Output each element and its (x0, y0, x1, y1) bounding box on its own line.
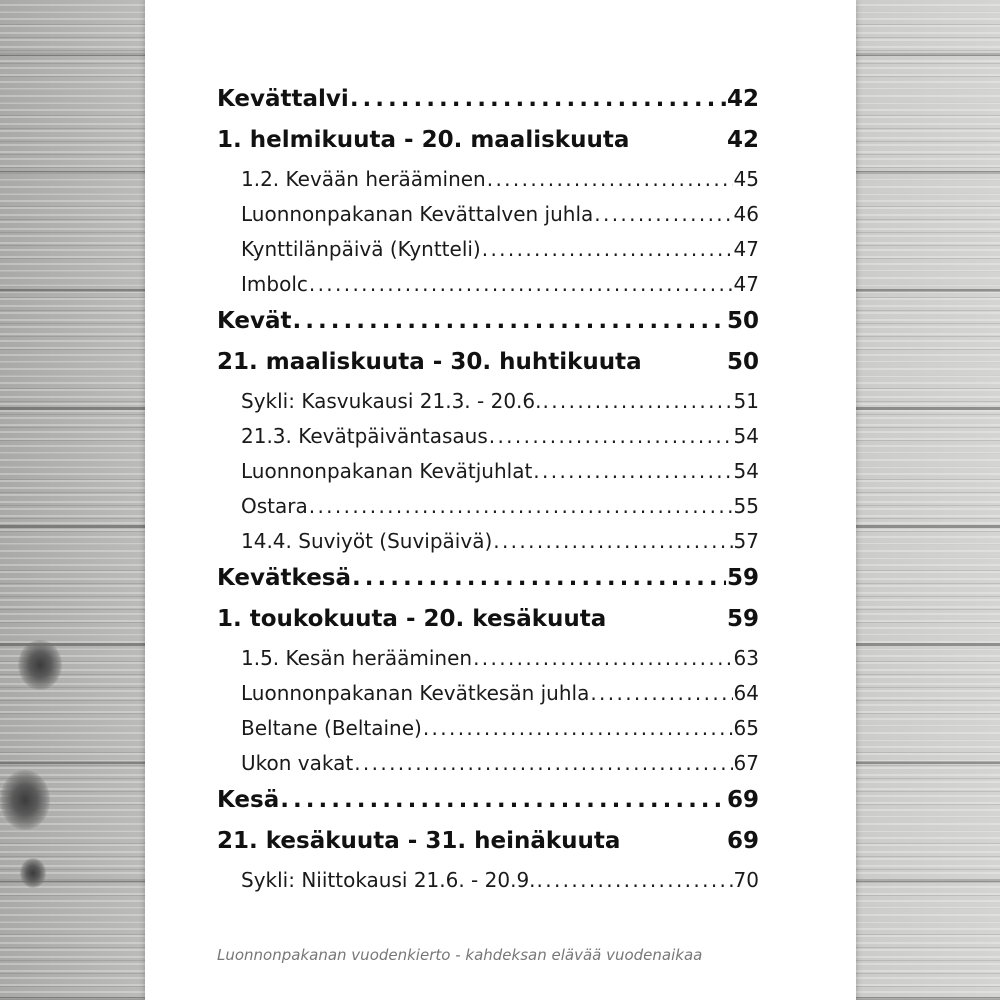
book-page (145, 0, 856, 1000)
dot-leader (542, 384, 732, 419)
toc-entry-title: Kevät (217, 308, 292, 334)
toc-entry-title: Luonnonpakanan Kevättalven juhla (241, 202, 594, 226)
toc-entry-sub (217, 676, 759, 711)
toc-entry-page-number: 55 (733, 494, 759, 518)
toc-entry-page-number: 54 (733, 459, 759, 483)
toc-entry-page-number: 69 (726, 828, 759, 854)
toc-entry-title: Ukon vakat (241, 751, 354, 775)
table-of-contents (217, 80, 759, 898)
dot-leader (280, 781, 726, 819)
dot-leader (590, 676, 732, 711)
toc-entry-season (217, 559, 759, 597)
toc-entry-title: Luonnonpakanan Kevätkesän juhla (241, 681, 590, 705)
toc-entry-sub (217, 711, 759, 746)
toc-entry-sub (217, 232, 759, 267)
toc-entry-page-number: 70 (733, 868, 759, 892)
dot-leader (352, 559, 726, 597)
dot-leader (309, 267, 733, 302)
toc-entry-sub (217, 863, 759, 898)
toc-entry-page-number: 67 (733, 751, 759, 775)
dot-leader (533, 454, 732, 489)
toc-entry-title: Kynttilänpäivä (Kyntteli) (241, 237, 481, 261)
dot-leader (354, 746, 732, 781)
toc-entry-title: Ostara (241, 494, 308, 518)
toc-entry-page-number: 64 (733, 681, 759, 705)
toc-entry-title: 14.4. Suviyöt (Suvipäivä) (241, 529, 493, 553)
toc-entry-title: 1. toukokuuta - 20. kesäkuuta (217, 606, 607, 632)
toc-entry-page-number: 45 (733, 167, 759, 191)
dot-leader (489, 419, 733, 454)
toc-entry-page-number: 57 (733, 529, 759, 553)
toc-entry-title: Beltane (Beltaine) (241, 716, 422, 740)
toc-entry-page-number: 69 (726, 787, 759, 813)
toc-entry-sub (217, 489, 759, 524)
toc-entry-sub (217, 454, 759, 489)
toc-entry-page-number: 54 (733, 424, 759, 448)
toc-entry-season (217, 781, 759, 819)
wood-knot (20, 858, 46, 888)
toc-entry-sub (217, 419, 759, 454)
toc-entry-sub (217, 524, 759, 559)
toc-entry-page-number: 50 (726, 308, 759, 334)
dot-leader (293, 302, 726, 340)
toc-entry-page-number: 65 (733, 716, 759, 740)
dot-leader (473, 641, 732, 676)
toc-entry-range (217, 819, 759, 863)
toc-entry-title: 1.5. Kesän herääminen (241, 646, 473, 670)
toc-entry-page-number: 51 (733, 389, 759, 413)
toc-entry-title: Sykli: Kasvukausi 21.3. - 20.6. (241, 389, 542, 413)
page-footer: Luonnonpakanan vuodenkierto - kahdeksan elävää vuodenaikaa (217, 946, 703, 964)
toc-entry-title: 21.3. Kevätpäiväntasaus (241, 424, 488, 448)
toc-entry-page-number: 63 (733, 646, 759, 670)
toc-entry-title: 21. kesäkuuta - 31. heinäkuuta (217, 828, 621, 854)
toc-entry-page-number: 59 (726, 606, 759, 632)
toc-entry-range (217, 118, 759, 162)
dot-leader (482, 232, 733, 267)
toc-entry-page-number: 47 (733, 237, 759, 261)
toc-entry-sub (217, 384, 759, 419)
toc-entry-range (217, 340, 759, 384)
wood-knot (0, 770, 50, 830)
toc-entry-page-number: 50 (726, 349, 759, 375)
toc-entry-season (217, 80, 759, 118)
toc-entry-page-number: 42 (726, 127, 759, 153)
toc-entry-title: Luonnonpakanan Kevätjuhlat (241, 459, 533, 483)
toc-entry-title: Imbolc (241, 272, 308, 296)
dot-leader (493, 524, 732, 559)
dot-leader (309, 489, 733, 524)
toc-entry-page-number: 42 (726, 86, 759, 112)
dot-leader (423, 711, 733, 746)
toc-entry-title: 1.2. Kevään herääminen (241, 167, 486, 191)
dot-leader (594, 197, 732, 232)
toc-entry-sub (217, 267, 759, 302)
toc-entry-title: Kevätkesä (217, 565, 352, 591)
toc-entry-title: Sykli: Niittokausi 21.6. - 20.9. (241, 868, 536, 892)
wood-knot (18, 640, 62, 690)
toc-entry-title: Kesä (217, 787, 280, 813)
toc-entry-page-number: 46 (733, 202, 759, 226)
dot-leader (487, 162, 733, 197)
toc-entry-sub (217, 197, 759, 232)
dot-leader (537, 863, 733, 898)
dot-leader (350, 80, 726, 118)
toc-entry-sub (217, 162, 759, 197)
toc-entry-title: 1. helmikuuta - 20. maaliskuuta (217, 127, 630, 153)
toc-entry-season (217, 302, 759, 340)
toc-entry-sub (217, 746, 759, 781)
toc-entry-page-number: 59 (726, 565, 759, 591)
toc-entry-title: 21. maaliskuuta - 30. huhtikuuta (217, 349, 642, 375)
toc-entry-title: Kevättalvi (217, 86, 349, 112)
toc-entry-range (217, 597, 759, 641)
toc-entry-page-number: 47 (733, 272, 759, 296)
toc-entry-sub (217, 641, 759, 676)
